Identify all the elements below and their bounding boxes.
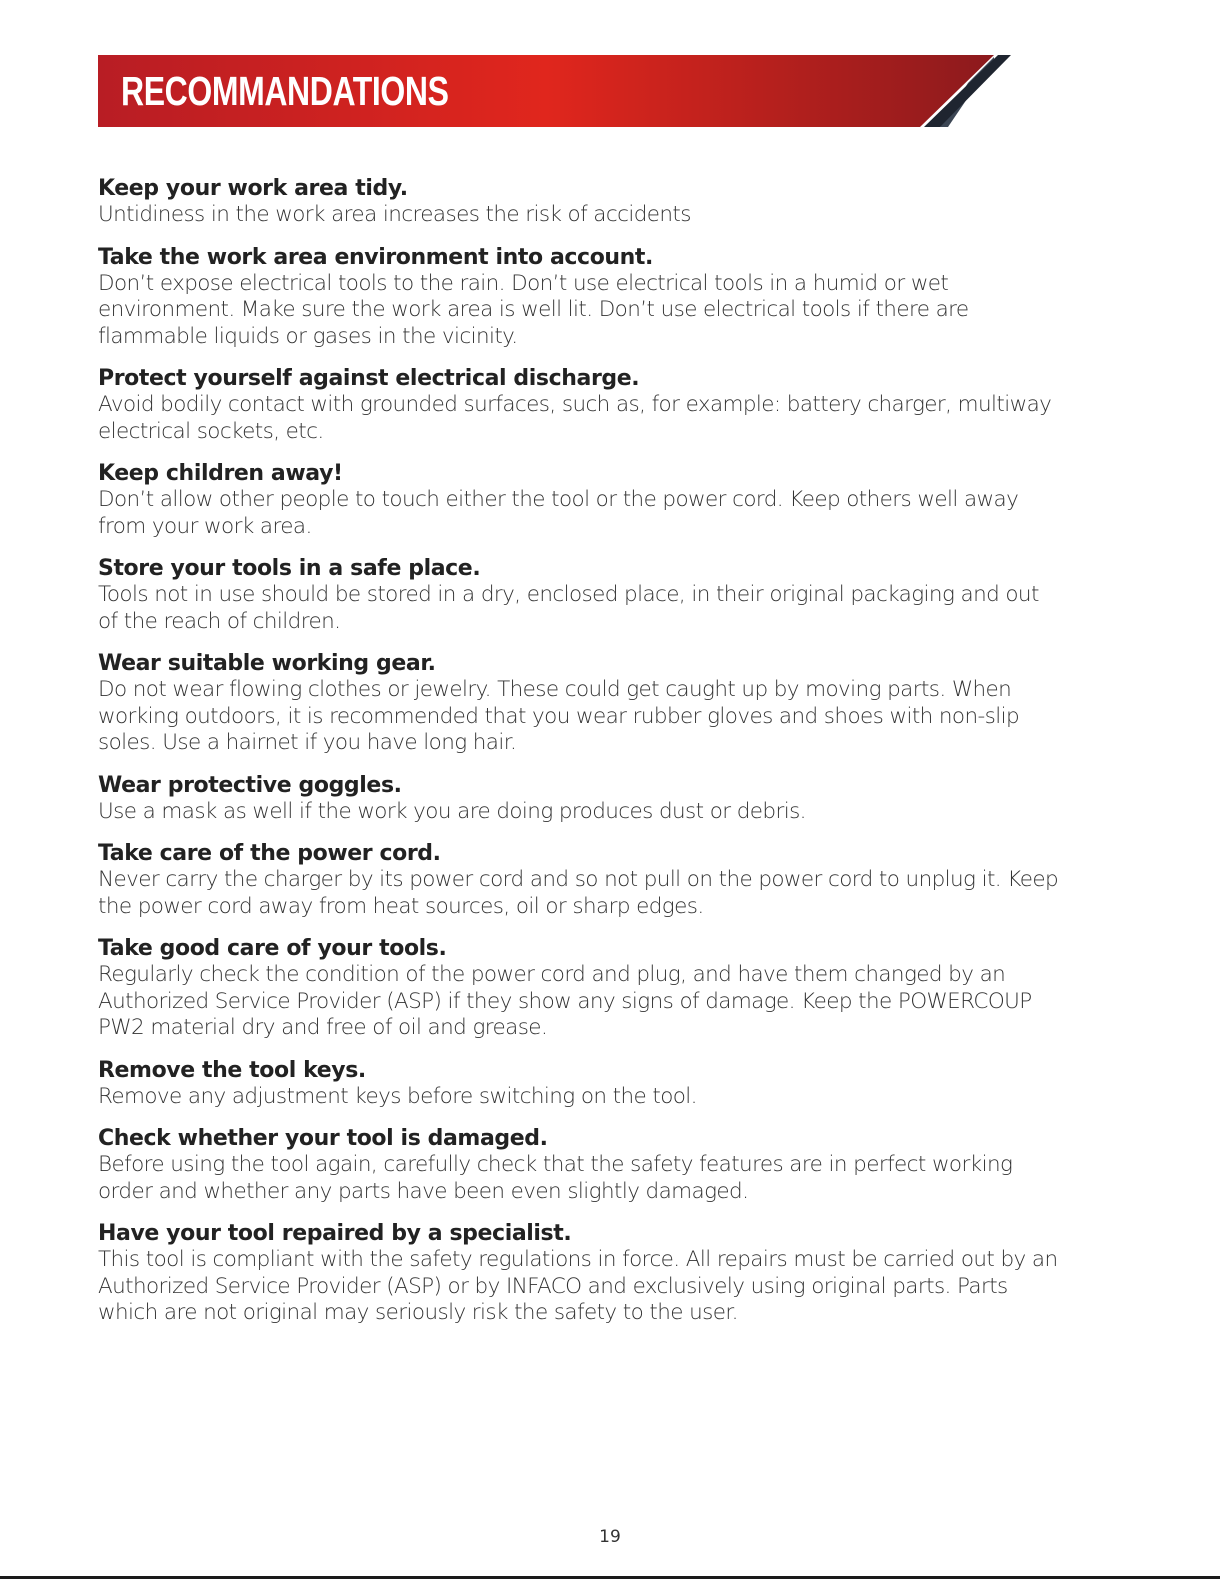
- section-electrical-discharge: [98, 365, 1058, 445]
- header-banner: [98, 55, 1018, 127]
- page-number: 19: [599, 1527, 621, 1547]
- section-heading: Keep your work area tidy.: [98, 176, 408, 201]
- section-body: Untidiness in the work area increases the risk of accidents: [98, 202, 691, 227]
- section-body: Regularly check the condition of the power cord and plug, and have them changed by an Authorized Service Provider (ASP) if they show any signs of damage. Keep the POWERCOUP PW2 material dry and free of oil and grease.: [98, 962, 1032, 1040]
- section-heading: Keep children away!: [98, 461, 343, 486]
- section-tidy-area: [98, 175, 1058, 229]
- section-body: Do not wear flowing clothes or jewelry. These could get caught up by moving parts. When working outdoors, it is recommended that you wear rubber gloves and shoes with non-slip soles. Use a hairnet if you have long hair.: [98, 677, 1020, 755]
- page-title: RECOMMANDATIONS: [121, 68, 449, 114]
- bottom-rule: [0, 1576, 1220, 1579]
- section-heading: Take care of the power cord.: [98, 841, 441, 866]
- section-body: Avoid bodily contact with grounded surfaces, such as, for example: battery charger, multiway electrical sockets, etc.: [98, 392, 1052, 444]
- section-heading: Check whether your tool is damaged.: [98, 1126, 548, 1151]
- section-body: Don’t expose electrical tools to the rain. Don’t use electrical tools in a humid or wet environment. Make sure the work area is well lit. Don’t use electrical tools if there are flammable liquids or gases in the vicinity.: [98, 270, 969, 349]
- section-specialist-repair: [98, 1220, 1058, 1327]
- section-body: Remove any adjustment keys before switching on the tool.: [98, 1083, 697, 1109]
- section-body: This tool is compliant with the safety regulations in force. All repairs must be carried out by an Authorized Service Provider (ASP) or by INFACO and exclusively using original parts. Parts which are not original may seriously risk the safety to the user.: [98, 1247, 1058, 1325]
- section-body: Never carry the charger by its power cord and so not pull on the power cord to unplug it. Keep the power cord away from heat sources, oil or sharp edges.: [98, 867, 1058, 919]
- section-body: Don’t allow other people to touch either the tool or the power cord. Keep others well away from your work area.: [98, 487, 1019, 539]
- section-tool-care: [98, 935, 1058, 1042]
- recommendations-list: [98, 175, 1058, 1342]
- section-store-tools: [98, 555, 1058, 635]
- section-heading: Wear protective goggles.: [98, 772, 402, 798]
- section-heading: Take the work area environment into account.: [98, 244, 654, 270]
- section-heading: Remove the tool keys.: [98, 1057, 366, 1083]
- section-heading: Wear suitable working gear.: [98, 651, 436, 676]
- section-working-gear: [98, 650, 1058, 757]
- section-body: Tools not in use should be stored in a dry, enclosed place, in their original packaging and out of the reach of children.: [98, 582, 1039, 634]
- section-damage-check: [98, 1125, 1058, 1205]
- section-goggles: [98, 772, 1058, 826]
- section-body: Use a mask as well if the work you are doing produces dust or debris.: [98, 798, 806, 824]
- section-children-away: [98, 460, 1058, 540]
- section-heading: Take good care of your tools.: [98, 936, 447, 961]
- section-heading: Have your tool repaired by a specialist.: [98, 1221, 572, 1246]
- section-environment: [98, 244, 1058, 351]
- section-heading: Store your tools in a safe place.: [98, 556, 481, 581]
- section-power-cord: [98, 840, 1058, 920]
- section-tool-keys: [98, 1057, 1058, 1111]
- section-body: Before using the tool again, carefully check that the safety features are in perfect working order and whether any parts have been even slightly damaged.: [98, 1152, 1013, 1204]
- section-heading: Protect yourself against electrical discharge.: [98, 366, 640, 391]
